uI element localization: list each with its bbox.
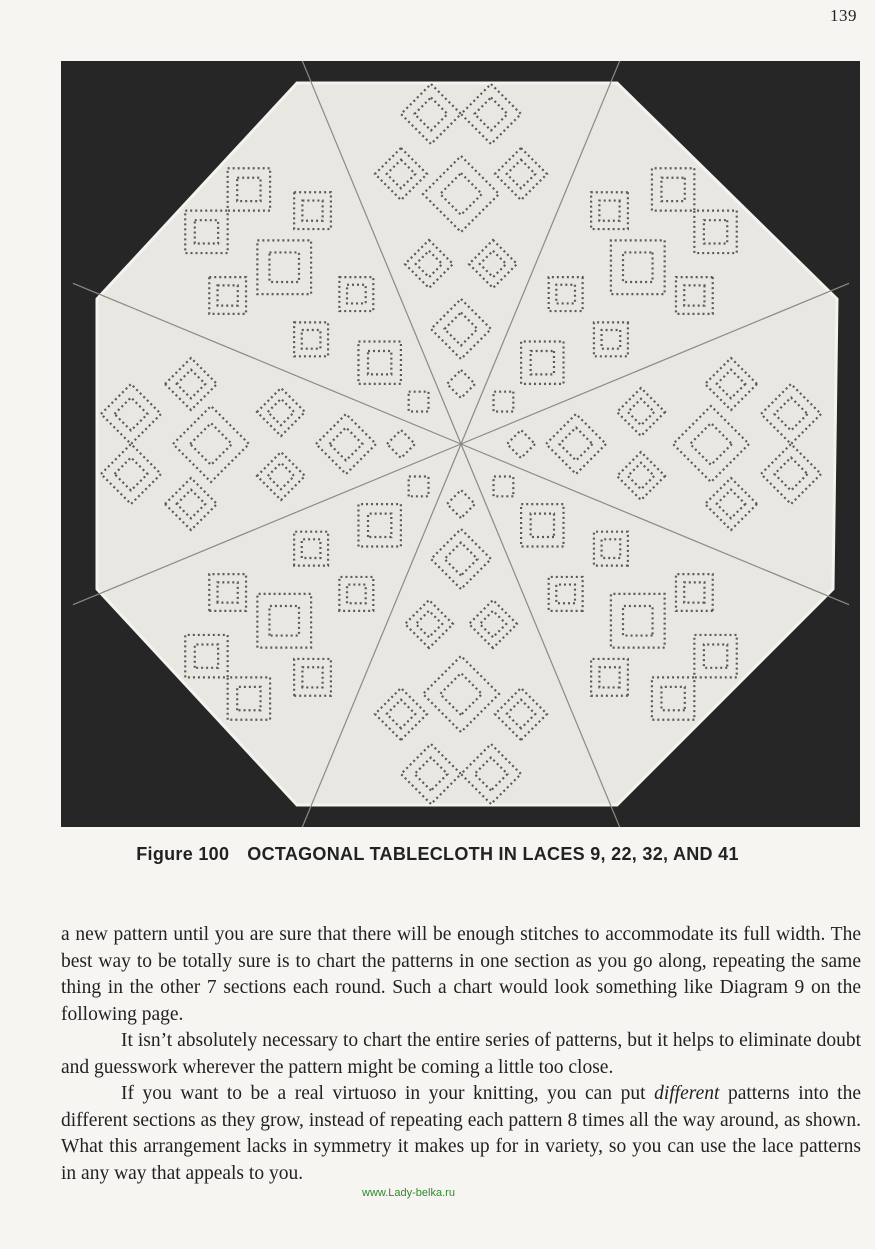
paragraph-3: If you want to be a real virtuoso in your knitting, you can put different patterns into the different sections as they grow, instead of repeating each pattern 8 times all the way around, as shown. What this arrangement lacks in symmetry it makes up for in variety, so you can use the lace patterns in any way that appeals to you.	[61, 1083, 861, 1184]
paragraph-1: a new pattern until you are sure that there will be enough stitches to accommodate its full width. The best way to be totally sure is to chart the patterns in one section as you go along, repeating the same thing in the other 7 sections each round. Such a chart would look something like Diagram 9 on the following page.	[61, 924, 861, 1025]
figure-caption	[0, 844, 875, 865]
figure-number: Figure 100	[136, 844, 230, 864]
body-text	[61, 922, 861, 1187]
tablecloth-photo	[61, 61, 860, 827]
figure-title: OCTAGONAL TABLECLOTH IN LACES 9, 22, 32, AND 41	[247, 844, 739, 864]
page-number: 139	[830, 6, 857, 25]
watermark: www.Lady-belka.ru	[362, 1187, 455, 1199]
paragraph-2: It isn’t absolutely necessary to chart the entire series of patterns, but it helps to eliminate doubt and guesswork wherever the pattern might be coming a little too close.	[61, 1030, 861, 1078]
octagonal-tablecloth	[97, 83, 837, 805]
